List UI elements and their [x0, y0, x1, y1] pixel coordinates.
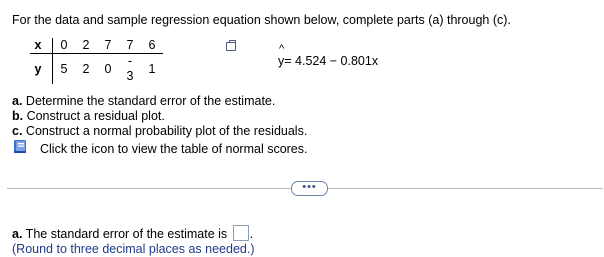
part-b-text: Construct a residual plot. — [23, 109, 165, 123]
y-value: - 3 — [126, 54, 134, 83]
part-c-label: c. — [12, 124, 23, 138]
x-value: 2 — [75, 38, 97, 54]
part-c-question — [12, 124, 307, 138]
y-value: 0 — [104, 61, 112, 76]
normal-scores-link[interactable]: Click the icon to view the table of normal scores. — [40, 142, 308, 156]
copy-icon[interactable] — [226, 42, 236, 51]
rounding-note: (Round to three decimal places as needed.) — [12, 242, 255, 256]
part-b-question — [12, 109, 165, 123]
y-symbol: y — [278, 54, 285, 68]
x-value: 6 — [141, 38, 163, 54]
hat-mark: ^ — [279, 43, 285, 55]
x-value: 7 — [97, 38, 119, 54]
answer-line — [12, 225, 253, 241]
y-value: 2 — [82, 61, 90, 76]
answer-period: . — [249, 227, 254, 241]
answer-a-label: a. — [12, 227, 23, 241]
instruction-text: For the data and sample regression equation shown below, complete parts (a) through (c). — [12, 13, 511, 27]
answer-input[interactable] — [233, 225, 249, 241]
y-value: 5 — [60, 61, 68, 76]
x-value: 7 — [119, 38, 141, 54]
table-row-x — [30, 38, 163, 54]
data-table — [30, 38, 163, 84]
part-b-label: b. — [12, 109, 24, 123]
book-icon[interactable] — [13, 139, 28, 154]
y-hat-symbol — [278, 43, 285, 68]
table-row-y — [30, 54, 163, 85]
part-a-text: Determine the standard error of the estimate. — [22, 94, 276, 108]
regression-equation — [278, 43, 379, 68]
y-value: 1 — [148, 61, 156, 76]
x-header: x — [30, 38, 53, 54]
x-value: 0 — [53, 38, 76, 54]
part-c-text: Construct a normal probability plot of the residuals. — [22, 124, 308, 138]
part-a-question — [12, 94, 275, 108]
part-a-label: a. — [12, 94, 23, 108]
y-header: y — [30, 54, 53, 85]
answer-text: The standard error of the estimate is — [22, 227, 231, 241]
more-button[interactable]: ••• — [291, 181, 328, 196]
equation-rhs: = 4.524 − 0.801x — [284, 54, 379, 68]
